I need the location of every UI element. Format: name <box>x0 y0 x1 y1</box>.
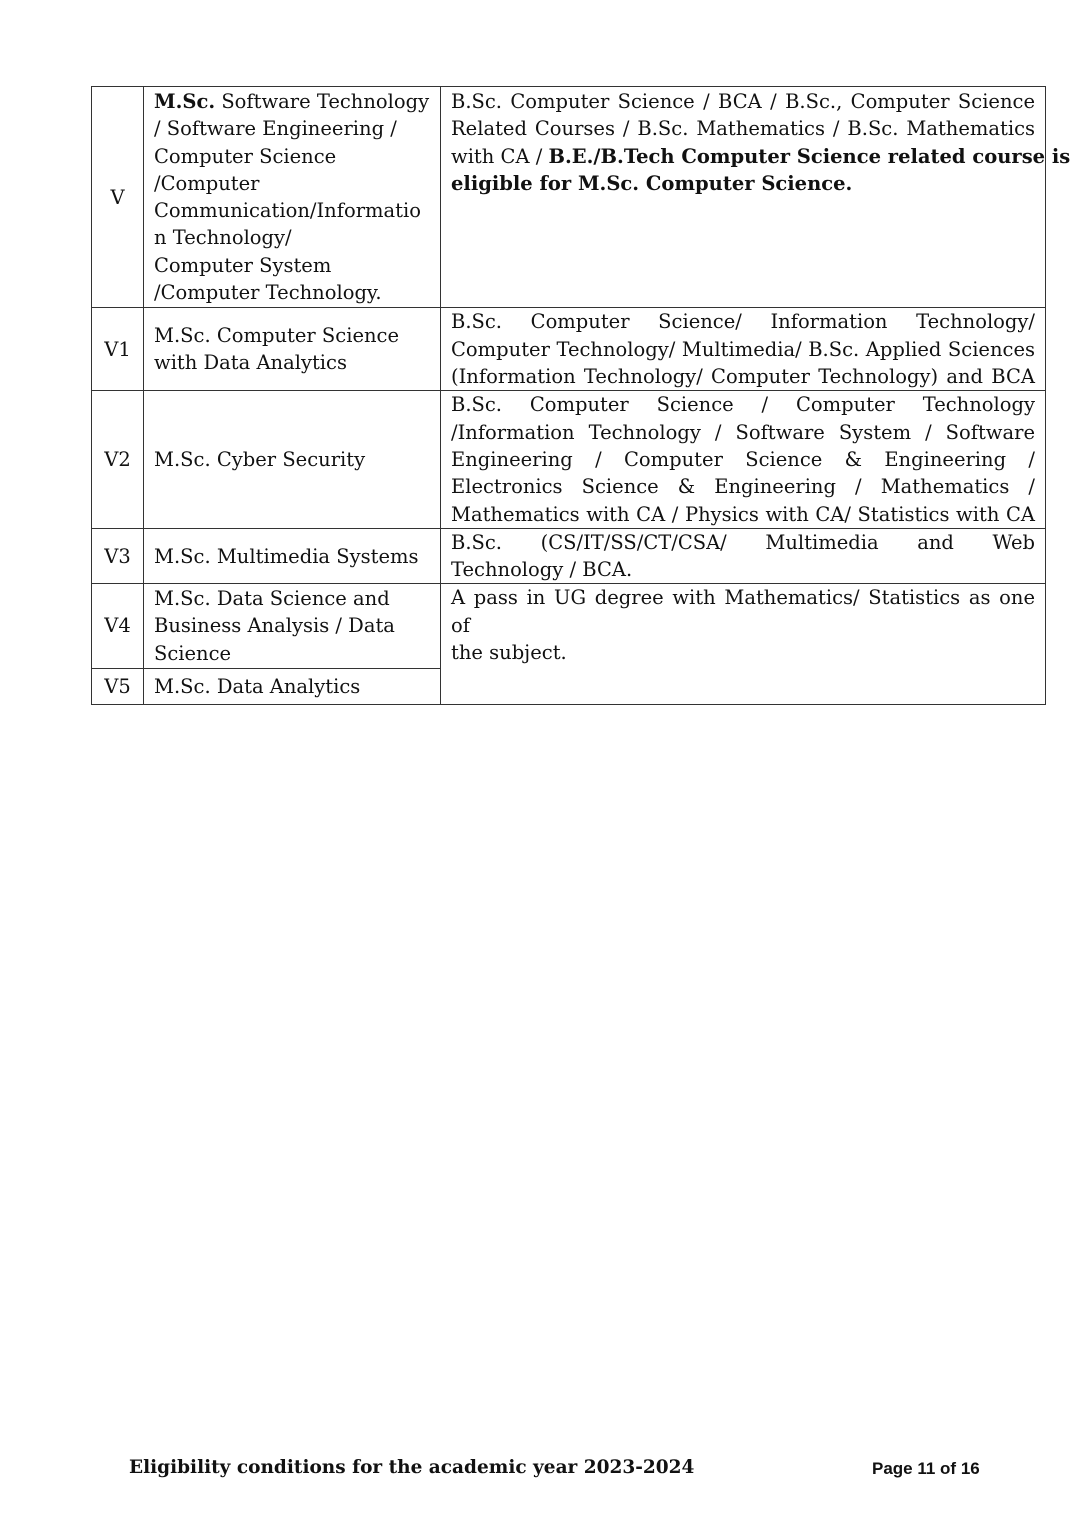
eligibility-line: (Information Technology/ Computer Technology) and BCA <box>451 365 1035 389</box>
eligibility-line: B.Sc. (CS/IT/SS/CT/CSA/ Multimedia and Web <box>451 530 1035 554</box>
course-line: M.Sc. Data Science and <box>154 587 390 611</box>
eligibility-line: /Information Technology / Software System / Software <box>451 420 1035 444</box>
course-line: M.Sc. Data Analytics <box>154 674 361 698</box>
course-line: /Computer <box>154 171 260 195</box>
eligibility-text <box>441 308 1046 391</box>
eligibility-line: A pass in UG degree with Mathematics/ Statistics as one of <box>451 586 1035 637</box>
course-bold-prefix: M.Sc. <box>154 90 216 113</box>
table-row <box>92 391 1046 528</box>
course-name <box>144 87 441 308</box>
eligibility-line: the subject. <box>451 641 567 665</box>
eligibility-text <box>441 528 1046 584</box>
course-line: / Software Engineering / <box>154 117 397 141</box>
course-line: Computer System <box>154 253 332 277</box>
eligibility-table <box>91 86 1071 705</box>
eligibility-text <box>441 87 1071 308</box>
page-number: Page 11 of 16 <box>872 1459 980 1478</box>
footer-title: Eligibility conditions for the academic year 2023-2024 <box>129 1457 695 1478</box>
eligibility-bold-text: eligible for M.Sc. Computer Science. <box>451 171 853 195</box>
course-name <box>144 308 441 391</box>
course-name <box>144 391 441 528</box>
course-line: M.Sc. Cyber Security <box>154 447 366 471</box>
eligibility-bold-text: B.E./B.Tech Computer Science related course is <box>548 144 1071 168</box>
course-name <box>144 668 441 705</box>
course-line: Computer Science <box>154 144 337 168</box>
table-row <box>92 584 1046 668</box>
course-name <box>144 528 441 584</box>
eligibility-plain-tail: with CA / <box>451 144 549 168</box>
course-line: Science <box>154 641 232 665</box>
course-code: V2 <box>92 391 144 528</box>
table-row <box>92 528 1046 584</box>
eligibility-line: Electronics Science & Engineering / Mathematics / <box>451 475 1035 499</box>
course-line: Communication/Informatio <box>154 199 421 223</box>
table-row <box>92 308 1046 391</box>
course-line <box>154 88 430 115</box>
eligibility-line: B.Sc. Computer Science / BCA / B.Sc., Computer Science <box>451 90 1035 113</box>
eligibility-line: B.Sc. Computer Science / Computer Technology <box>451 393 1035 417</box>
eligibility-line: Engineering / Computer Science & Engineering / <box>451 447 1035 471</box>
course-line: n Technology/ <box>154 226 292 250</box>
course-line: M.Sc. Computer Science <box>154 324 400 348</box>
eligibility-line <box>451 143 1071 170</box>
course-line: with Data Analytics <box>154 351 347 375</box>
eligibility-line: B.Sc. Computer Science/ Information Technology/ <box>451 310 1035 334</box>
eligibility-line: Technology / BCA. <box>451 558 633 582</box>
table-row <box>92 87 1046 308</box>
course-code: V5 <box>92 668 144 705</box>
course-code: V3 <box>92 528 144 584</box>
course-name <box>144 584 441 668</box>
eligibility-line: Related Courses / B.Sc. Mathematics / B.Sc. Mathematics <box>451 117 1035 141</box>
course-line: Business Analysis / Data <box>154 614 395 638</box>
eligibility-text <box>441 584 1046 705</box>
eligibility-text <box>441 391 1046 528</box>
eligibility-line: Computer Technology/ Multimedia/ B.Sc. Applied Sciences <box>451 337 1035 361</box>
course-code: V1 <box>92 308 144 391</box>
course-code: V <box>92 87 144 308</box>
eligibility-line: Mathematics with CA / Physics with CA/ Statistics with CA <box>451 502 1035 526</box>
course-line: /Computer Technology. <box>154 281 382 305</box>
course-line-text: Software Technology <box>215 90 430 113</box>
course-line: M.Sc. Multimedia Systems <box>154 544 419 568</box>
course-code: V4 <box>92 584 144 668</box>
